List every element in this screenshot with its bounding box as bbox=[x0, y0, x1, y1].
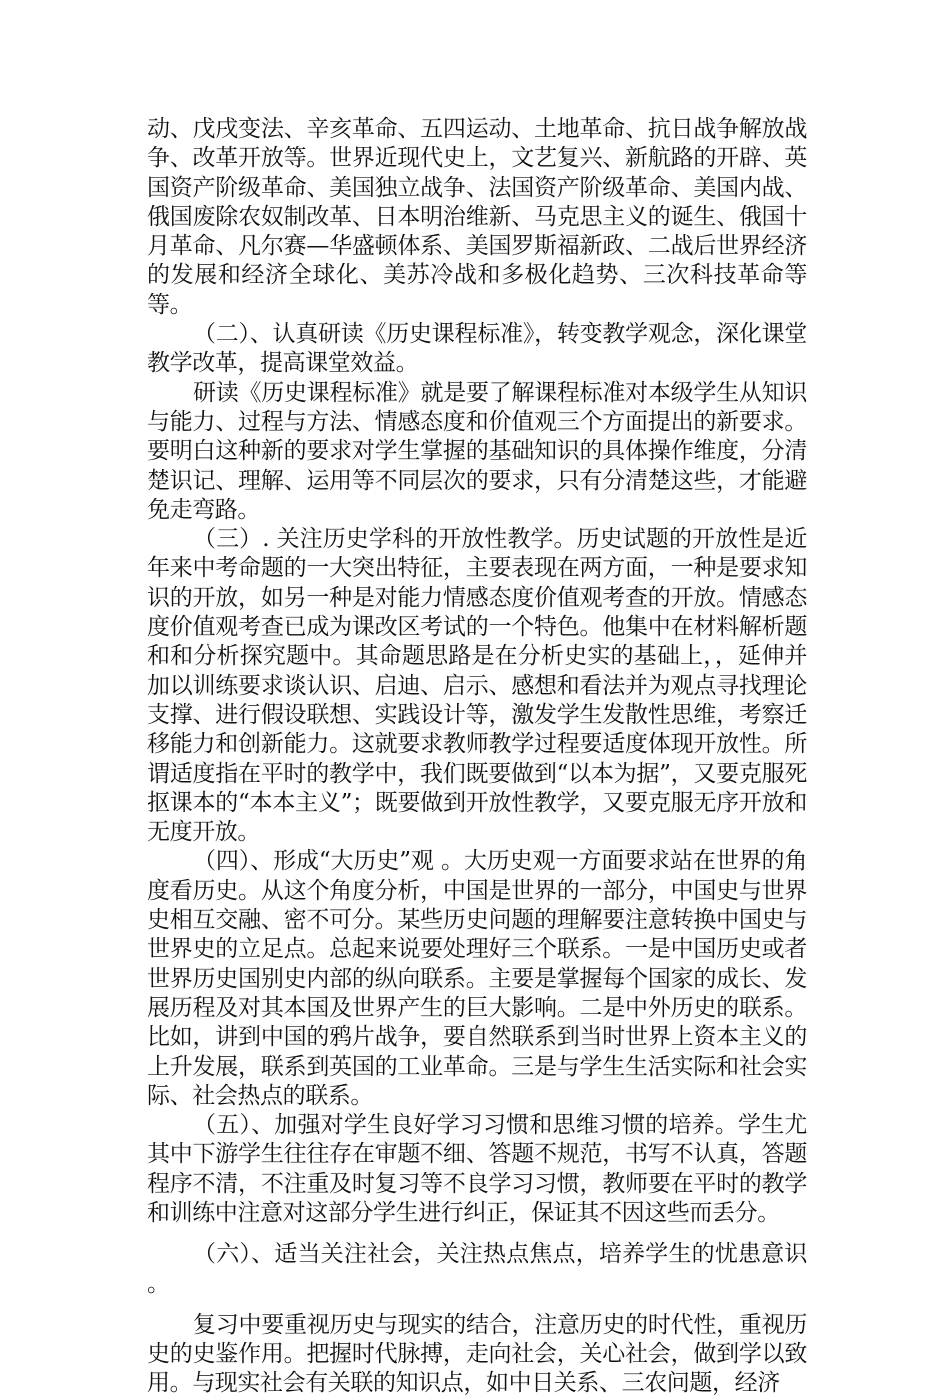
paragraph-history-and-reality: 复习中要重视历史与现实的结合，注意历史的时代性，重视历史的史鉴作用。把握时代脉搏，走向社会，关心社会，做到学以致用。与现实社会有关联的知识点，如中日关系、三农问题，经济 bbox=[147, 1311, 807, 1397]
paragraph-continuation: 动、戊戌变法、辛亥革命、五四运动、土地革命、抗日战争解放战争、改革开放等。世界近现代史上，文艺复兴、新航路的开辟、英国资产阶级革命、美国独立战争、法国资产阶级革命、美国内战、俄国废除农奴制改革、日本明治维新、马克思主义的诞生、俄国十月革命、凡尔赛—华盛顿体系、美国罗斯福新政、二战后世界经济的发展和经济全球化、美苏冷战和多极化趋势、三次科技革命等等。 bbox=[147, 116, 807, 318]
section-heading-6: （六）、适当关注社会，关注热点焦点，培养学生的忧患意识 。 bbox=[147, 1241, 807, 1297]
section-heading-2: （二）、认真研读《历史课程标准》，转变教学观念，深化课堂教学改革，提高课堂效益。 bbox=[147, 321, 807, 377]
paragraph-curriculum-standard: 研读《历史课程标准》就是要了解课程标准对本级学生从知识与能力、过程与方法、情感态度和价值观三个方面提出的新要求。要明白这种新的要求对学生掌握的基础知识的具体操作维度，分清楚识记、理解、运用等不同层次的要求，只有分清楚这些，才能避免走弯路。 bbox=[147, 379, 807, 523]
section-heading-5: （五）、加强对学生良好学习习惯和思维习惯的培养。学生尤其中下游学生往往存在审题不细、答题不规范，书写不认真，答题程序不清，不注重及时复习等不良学习习惯，教师要在平时的教学和训练中注意对这部分学生进行纠正，保证其不因这些而丢分。 bbox=[147, 1112, 807, 1226]
section-heading-3: （三）. 关注历史学科的开放性教学。历史试题的开放性是近年来中考命题的一大突出特征，主要表现在两方面，一种是要求知识的开放，如另一种是对能力情感态度价值观考查的开放。情感态度价值观考查已成为课改区考试的一个特色。他集中在材料解析题和和分析探究题中。其命题思路是在分析史实的基础上，，延伸并加以训练要求谈认识、启迪、启示、感想和看法并为观点寻找理论支撑、进行假设联想、实践设计等，激发学生发散性思维，考察迁移能力和创新能力。这就要求教师教学过程要适度体现开放性。所谓适度指在平时的教学中，我们既要做到“以本为据”，又要克服死抠课本的“本本主义”；既要做到开放性教学，又要克服无序开放和无度开放。 bbox=[147, 526, 807, 846]
document-body bbox=[147, 115, 807, 1399]
section-heading-4: （四）、形成“大历史”观 。大历史观一方面要求站在世界的角度看历史。从这个角度分析，中国是世界的一部分，中国史与世界史相互交融、密不可分。某些历史问题的理解要注意转换中国史与世界史的立足点。总起来说要处理好三个联系。一是中国历史或者世界历史国别史内部的纵向联系。主要是掌握每个国家的成长、发展历程及对其本国及世界产生的巨大影响。二是中外历史的联系。比如，讲到中国的鸦片战争，要自然联系到当时世界上资本主义的上升发展，联系到英国的工业革命。三是与学生生活实际和社会实际、社会热点的联系。 bbox=[147, 848, 807, 1109]
